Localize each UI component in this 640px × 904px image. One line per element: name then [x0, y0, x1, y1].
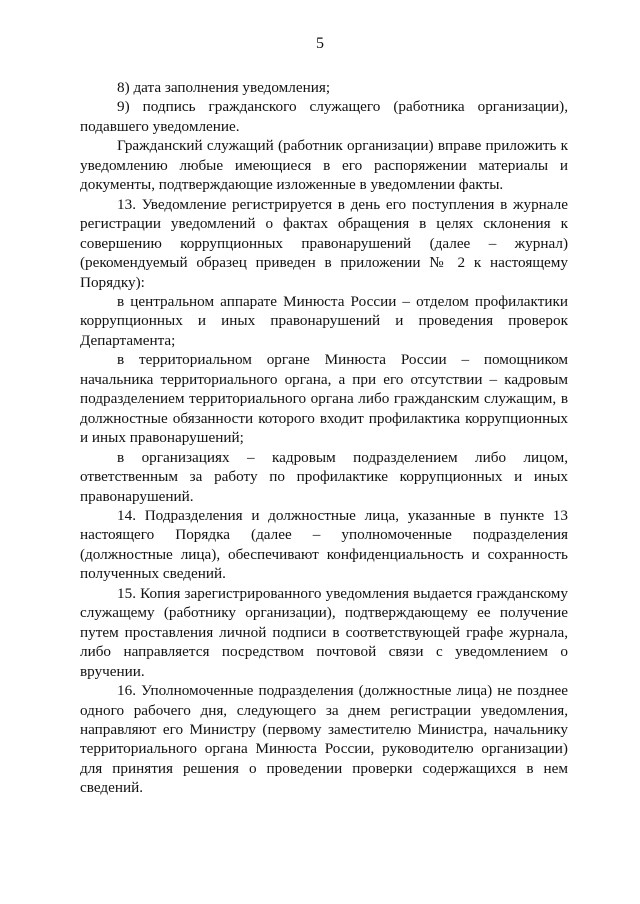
paragraph-territorial-body: в территориальном органе Минюста России – помощником начальника территориального органа, а при его отсутствии – кадровым подразделением территориального органа либо гражданским служащим, в должностные обязанности которого входит профилактика коррупционных и иных правонарушений; [80, 351, 568, 447]
paragraph-15: 15. Копия зарегистрированного уведомления выдается гражданскому служащему (работнику организации), подтверждающему ее получение путем проставления личной подписи в соответствующей графе журнала, либо направляется посредством почтовой связи с уведомлением о вручении. [80, 584, 568, 680]
paragraph-organizations: в организациях – кадровым подразделением либо лицом, ответственным за работу по профилактике коррупционных и иных правонарушений. [80, 448, 568, 505]
paragraph-13: 13. Уведомление регистрируется в день его поступления в журнале регистрации уведомлений о фактах обращения в целях склонения к совершению коррупционных правонарушений (далее – журнал) (рекомендуемый образец приведен в приложении № 2 к настоящему Порядку): [80, 195, 568, 291]
paragraph-item-8: 8) дата заполнения уведомления; [117, 79, 331, 96]
paragraph-16: 16. Уполномоченные подразделения (должностные лица) не позднее одного рабочего дня, следующего за днем регистрации уведомления, направляют его Министру (первому заместителю Министра, начальнику территориального органа Минюста России, руководителю организации) для принятия решения о проведении проверки содержащихся в нем сведений. [80, 682, 568, 797]
paragraph-14: 14. Подразделения и должностные лица, указанные в пункте 13 настоящего Порядка (далее – уполномоченные подразделения (должностные лица), обеспечивают конфиденциальность и сохранность полученных сведений. [80, 506, 568, 583]
paragraph-attachments: Гражданский служащий (работник организации) вправе приложить к уведомлению любые имеющиеся в его распоряжении материалы и документы, подтверждающие изложенные в уведомлении факты. [80, 137, 568, 194]
document-body [80, 78, 568, 798]
paragraph-item-9: 9) подпись гражданского служащего (работника организации), подавшего уведомление. [80, 98, 568, 135]
page-number: 5 [316, 35, 324, 52]
paragraph-central-office: в центральном аппарате Минюста России – отделом профилактики коррупционных и иных правонарушений и проведения проверок Департамента; [80, 292, 568, 349]
